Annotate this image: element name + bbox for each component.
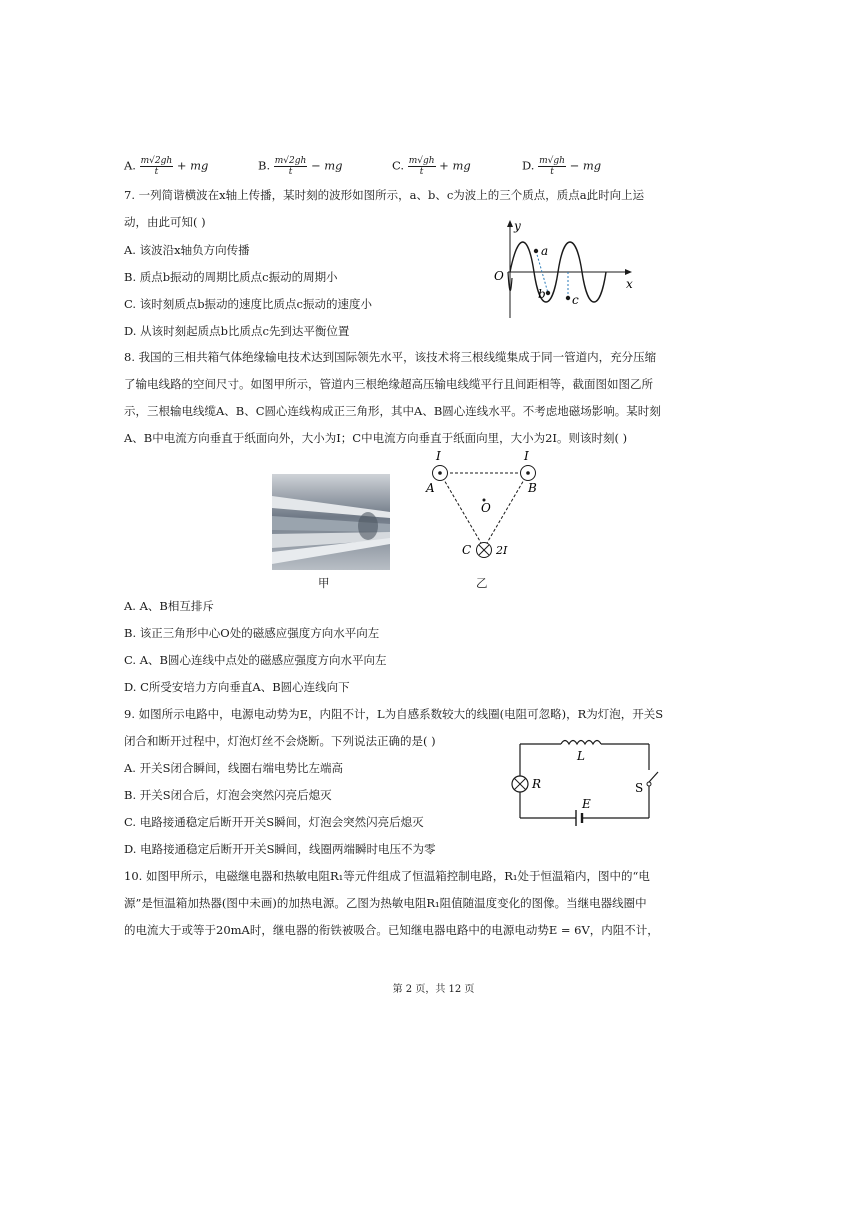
q7-fig-y: y	[514, 219, 521, 233]
q10-stem-line3: 的电流大于或等于20mA时，继电器的衔铁被吸合。已知继电器电路中的电源电动势E = 6V，内阻不计，	[124, 923, 659, 937]
q7-fig-c: c	[572, 293, 579, 307]
page-footer: 第 2 页，共 12 页	[392, 984, 475, 995]
q9-fig-r: R	[532, 777, 542, 791]
q6-option-b: B. $\frac{m√2gh}{t}$ − mg	[258, 156, 343, 177]
q8-triangle-figure	[420, 448, 550, 566]
q7-fig-b: b	[538, 287, 546, 301]
q9-fig-e: E	[582, 797, 591, 811]
q8-fig-o: O	[481, 501, 491, 515]
q9-stem-line2: 闭合和断开过程中，灯泡灯丝不会烧断。下列说法正确的是( )	[124, 734, 436, 748]
q7-option-b: B. 质点b振动的周期比质点c振动的周期小	[124, 270, 338, 284]
q7-option-d: D. 从该时刻起质点b比质点c先到达平衡位置	[124, 324, 350, 338]
q8-fig-ic: 2I	[496, 544, 508, 557]
q7-fig-a: a	[541, 244, 549, 258]
q7-fig-o: O	[494, 269, 504, 283]
q9-stem-line1: 9. 如图所示电路中，电源电动势为E，内阻不计，L为自感系数较大的线圈(电阻可忽略)，R为灯泡，开关S	[124, 707, 664, 721]
q8-option-c: C. A、B圆心连线中点处的磁感应强度方向水平向左	[124, 653, 387, 667]
q9-fig-s: S	[635, 781, 644, 795]
q8-fig-a: A	[426, 481, 435, 495]
q8-fig-b: B	[528, 481, 537, 495]
q10-stem-line2: 源”是恒温箱加热器(图中未画)的加热电源。乙图为热敏电阻R₁阻值随温度变化的图像。当继电器线圈中	[124, 896, 647, 910]
q8-stem-line3: 示，三根输电线缆A、B、C圆心连线构成正三角形，其中A、B圆心连线水平。不考虑地磁场影响。某时刻	[124, 404, 661, 418]
q7-stem-line1: 7. 一列简谐横波在x轴上传播，某时刻的波形如图所示，a、b、c为波上的三个质点，质点a此时向上运	[124, 188, 645, 202]
q9-option-c: C. 电路接通稳定后断开开关S瞬间，灯泡会突然闪亮后熄灭	[124, 815, 424, 829]
q8-fig-jia-label: 甲	[318, 576, 330, 590]
q7-option-a: A. 该波沿x轴负方向传播	[124, 243, 250, 257]
q9-option-b: B. 开关S闭合后，灯泡会突然闪亮后熄灭	[124, 788, 332, 802]
q8-stem-line1: 8. 我国的三相共箱气体绝缘输电技术达到国际领先水平，该技术将三根线缆集成于同一管道内，充分压缩	[124, 350, 657, 364]
q6-option-a: A. $\frac{m√2gh}{t}$ + mg	[124, 156, 209, 177]
q8-option-b: B. 该正三角形中心O处的磁感应强度方向水平向左	[124, 626, 380, 640]
q8-stem-line4: A、B中电流方向垂直于纸面向外，大小为I；C中电流方向垂直于纸面向里，大小为2I。则该时刻( )	[124, 431, 628, 445]
q10-stem-line1: 10. 如图甲所示，电磁继电器和热敏电阻R₁等元件组成了恒温箱控制电路，R₁处于恒温箱内，图中的“电	[124, 869, 650, 883]
q8-fig-c: C	[462, 543, 472, 557]
q6-option-c: C. $\frac{m√gh}{t}$ + mg	[392, 156, 471, 177]
q7-stem-line2: 动，由此可知( )	[124, 215, 206, 229]
q7-option-c: C. 该时刻质点b振动的速度比质点c振动的速度小	[124, 297, 373, 311]
q8-tunnel-photo	[272, 474, 390, 570]
q8-stem-line2: 了输电线路的空间尺寸。如图甲所示，管道内三根绝缘超高压输电线缆平行且间距相等，截面图如图乙所	[124, 377, 653, 391]
q8-fig-ib: I	[524, 449, 529, 463]
q7-fig-x: x	[626, 277, 633, 291]
q9-option-d: D. 电路接通稳定后断开开关S瞬间，线圈两端瞬时电压不为零	[124, 842, 436, 856]
q6-option-d: D. $\frac{m√gh}{t}$ − mg	[522, 156, 602, 177]
q8-option-a: A. A、B相互排斥	[124, 599, 214, 613]
q7-wave-figure	[490, 218, 635, 322]
q9-fig-l: L	[577, 749, 585, 763]
q9-circuit-figure	[506, 734, 666, 826]
q9-option-a: A. 开关S闭合瞬间，线圈右端电势比左端高	[124, 761, 343, 775]
q8-fig-ia: I	[436, 449, 441, 463]
q8-option-d: D. C所受安培力方向垂直A、B圆心连线向下	[124, 680, 350, 694]
q8-fig-yi-label: 乙	[476, 576, 488, 590]
